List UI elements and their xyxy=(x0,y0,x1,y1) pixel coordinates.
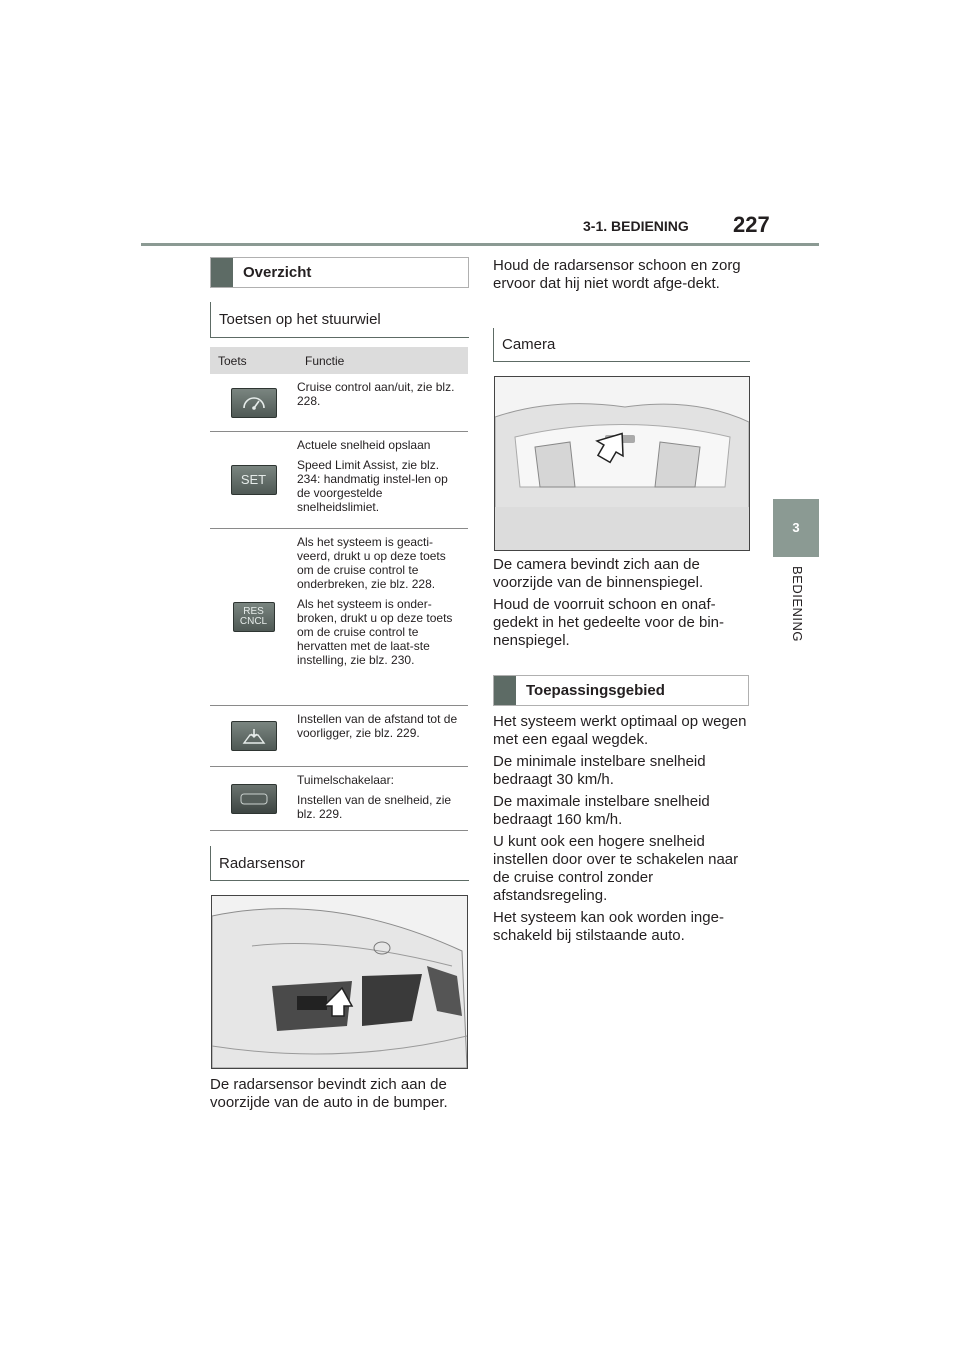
application-text xyxy=(493,713,751,949)
rocker-switch-icon xyxy=(231,784,277,814)
application-text-3: De maximale instelbare snelheid bedraagt 160 km/h. xyxy=(493,793,710,828)
application-text-1: Het systeem werkt optimaal op wegen met een egaal wegdek. xyxy=(493,713,747,748)
set-button-icon: SET xyxy=(231,465,277,495)
overview-heading xyxy=(210,257,469,288)
camera-text-2: Houd de voorruit schoon en onaf-gedekt in het gedeelte voor de bin-nenspiegel. xyxy=(493,596,724,649)
radar-subheading xyxy=(210,846,469,881)
heading-bar xyxy=(211,258,233,287)
section-title: 3-1. BEDIENING xyxy=(583,218,689,234)
keys-table xyxy=(210,347,468,831)
table-header xyxy=(210,347,468,374)
radar-caption: De radarsensor bevindt zich aan de voorzijde van de auto in de bumper. xyxy=(210,1076,448,1111)
steering-keys-subheading xyxy=(210,302,469,338)
table-row xyxy=(210,432,468,529)
table-row xyxy=(210,706,468,767)
row-text: Tuimelschakelaar: xyxy=(297,773,394,787)
camera-text-1: De camera bevindt zich aan de voorzijde van de binnenspiegel. xyxy=(493,556,704,591)
col-key-header: Toets xyxy=(218,353,247,368)
table-row xyxy=(210,529,468,706)
application-heading xyxy=(493,675,749,706)
radar-keep-clean: Houd de radarsensor schoon en zorg ervoor dat hij niet wordt afge-dekt. xyxy=(493,257,741,292)
row-text: Actuele snelheid opslaan xyxy=(297,438,431,452)
application-heading-text: Toepassingsgebied xyxy=(526,682,665,699)
chapter-tab-label: BEDIENING xyxy=(790,566,805,643)
camera-text xyxy=(493,556,753,654)
row-text: Instellen van de afstand tot de voorligger, zie blz. 229. xyxy=(297,712,458,740)
res-cncl-button-icon: RES CNCL xyxy=(233,602,275,632)
page-number: 227 xyxy=(733,212,770,237)
row-text: Als het systeem is geacti-veerd, drukt u op deze toets om de cruise control te onderbreken, zie blz. 228. xyxy=(297,535,446,591)
table-row xyxy=(210,767,468,831)
cruise-control-icon xyxy=(231,388,277,418)
heading-bar xyxy=(494,676,516,705)
header-rule xyxy=(141,243,819,246)
camera-image xyxy=(494,376,750,551)
application-text-4: U kunt ook een hogere snelheid instellen door over te schakelen naar de cruise control zonder afstandsregeling. xyxy=(493,833,739,904)
radar-subheading-text: Radarsensor xyxy=(219,854,305,872)
camera-subheading-text: Camera xyxy=(502,336,556,353)
distance-button-icon xyxy=(231,721,277,751)
row-text: Cruise control aan/uit, zie blz. 228. xyxy=(297,380,455,408)
application-text-5: Het systeem kan ook worden inge-schakeld bij stilstaande auto. xyxy=(493,909,724,944)
camera-subheading xyxy=(493,328,750,362)
overview-heading-text: Overzicht xyxy=(243,264,312,281)
radar-sensor-image xyxy=(211,895,468,1069)
row-text: Als het systeem is onder-broken, drukt u op deze toets om de cruise control te hervatten met de laat-ste instelling, zie blz. 230. xyxy=(297,597,453,667)
table-row xyxy=(210,374,468,432)
row-text: Speed Limit Assist, zie blz. 234: handmatig instel-len op de voorgestelde snelheidslimiet. xyxy=(297,458,448,514)
row-text: Instellen van de snelheid, zie blz. 229. xyxy=(297,793,452,821)
col-function-header: Functie xyxy=(305,353,345,368)
chapter-tab-number[interactable]: 3 xyxy=(773,499,819,557)
application-text-2: De minimale instelbare snelheid bedraagt 30 km/h. xyxy=(493,753,706,788)
steering-keys-subheading-text: Toetsen op het stuurwiel xyxy=(219,311,381,328)
